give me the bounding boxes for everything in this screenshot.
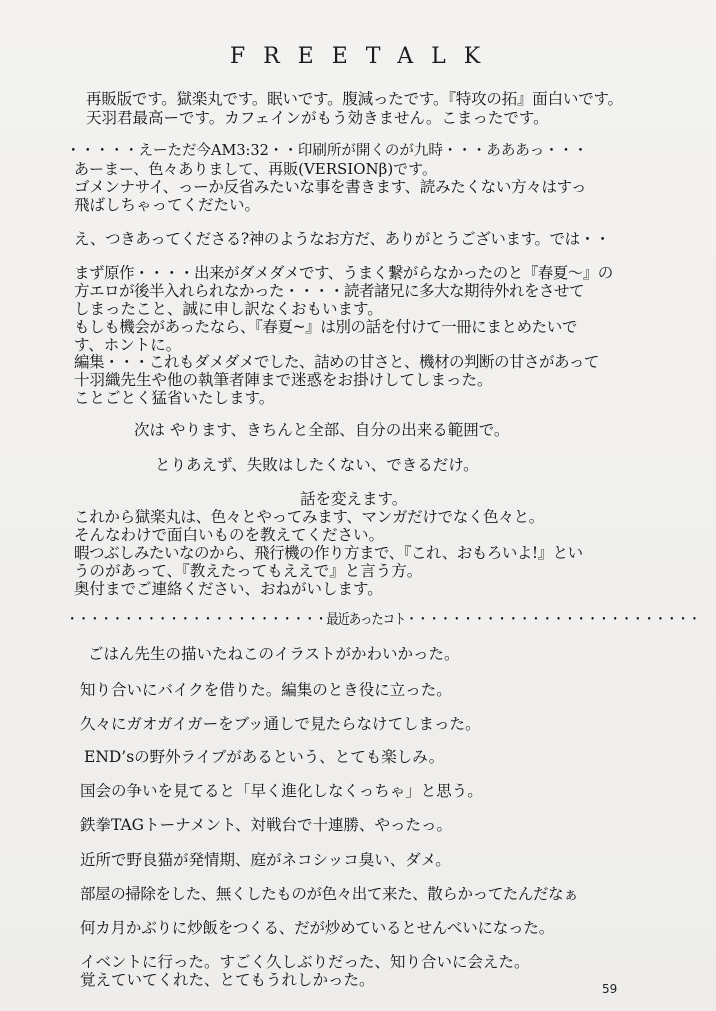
list-item: END’sの野外ライブがあるという、とても楽しみ。 (84, 748, 445, 766)
text-line: とりあえず、失敗はしたくない、できるだけ。 (155, 456, 479, 474)
text-line: 再販版です。獄楽丸です。眠いです。腹減ったです。『特攻の拓』面白いです。 (86, 90, 623, 108)
text-line: 十羽織先生や他の執筆者陣まで迷惑をお掛けしてしまった。 (74, 371, 493, 389)
text-line: 次は やります、きちんと全部、自分の出来る範囲で。 (134, 421, 510, 439)
list-item: 知り合いにバイクを借りた。編集のとき役に立った。 (80, 681, 452, 699)
page-title: FREETALK (229, 44, 499, 69)
list-item: 部屋の掃除をした、無くしたものが色々出て来た、散らかってたんだなぁ (80, 885, 579, 903)
page-number: 59 (602, 982, 618, 996)
text-line: これから獄楽丸は、色々とやってみます、マンガだけでなく色々と。 (74, 508, 544, 526)
list-item: イベントに行った。すごく久しぶりだった、知り合いに会えた。 (80, 953, 530, 971)
text-line: あーまー、色々ありまして、再販(VERSIONβ)です。 (74, 160, 437, 178)
list-item: 久々にガオガイガーをブッ通しで見たらなけてしまった。 (80, 715, 481, 733)
text-line: 飛ばしちゃってくだたい。 (74, 196, 261, 214)
list-item: 鉄拳TAGトーナメント、対戦台で十連勝、やったっ。 (80, 816, 453, 834)
text-line: しまったこと、誠に申し訳なくおもいます。 (74, 300, 383, 318)
text-line: 天羽君最高ーです。カフェインがもう効きません。こまったです。 (86, 109, 549, 127)
section-divider: ・・・・・・・・・・・・・・・・・・・・・・・最近あったコト・・・・・・・・・・・・・・・・・・・・・・・・・・ (66, 612, 700, 628)
list-item: ごはん先生の描いたねこのイラストがかわいかった。 (88, 645, 460, 663)
text-line: 奥付までご連絡ください、おねがいします。 (74, 580, 383, 598)
text-line: 話を変えます。 (300, 490, 408, 508)
text-line: え、つきあってくださる?神のようなお方だ、ありがとうございます。では・・ (74, 230, 610, 248)
text-line: 暇つぶしみたいなのから、飛行機の作り方まで、『これ、おもろいよ!』とい (74, 544, 583, 562)
list-item: 近所で野良猫が発情期、庭がネコシッコ臭い、ダメ。 (80, 851, 451, 869)
text-line: 方エロが後半入れられなかった・・・・読者諸兄に多大な期待外れをさせて (74, 282, 585, 300)
text-line: そんなわけで面白いものを教えてください。 (74, 526, 385, 544)
text-line: す、ホントに。 (74, 336, 182, 354)
text-line: ・・・・・えーただ今AM3:32・・印刷所が開くのが九時・・・あああっ・・・ (66, 143, 588, 159)
text-line: もしも機会があったなら、『春夏~』は別の話を付けて一冊にまとめたいで (74, 318, 577, 336)
text-line: うのがあって、『教えたってもええで』と言う方。 (74, 562, 423, 580)
text-line: ことごとく猛省いたします。 (74, 389, 275, 407)
text-line: 編集・・・これもダメダメでした、詰めの甘さと、機材の判断の甘さがあって (74, 353, 599, 371)
list-item: 国会の争いを見てると「早く進化しなくっちゃ」と思う。 (80, 782, 483, 800)
list-item: 何カ月かぶりに炒飯をつくる、だが炒めているとせんべいになった。 (80, 919, 554, 937)
text-line: まず原作・・・・出来がダメダメです、うまく繋がらなかったのと『春夏～』の (74, 264, 613, 282)
text-line: ゴメンナサイ、っーか反省みたいな事を書きます、読みたくない方々はすっ (74, 178, 587, 196)
list-item: 覚えていてくれた、とてもうれしかった。 (80, 971, 375, 989)
